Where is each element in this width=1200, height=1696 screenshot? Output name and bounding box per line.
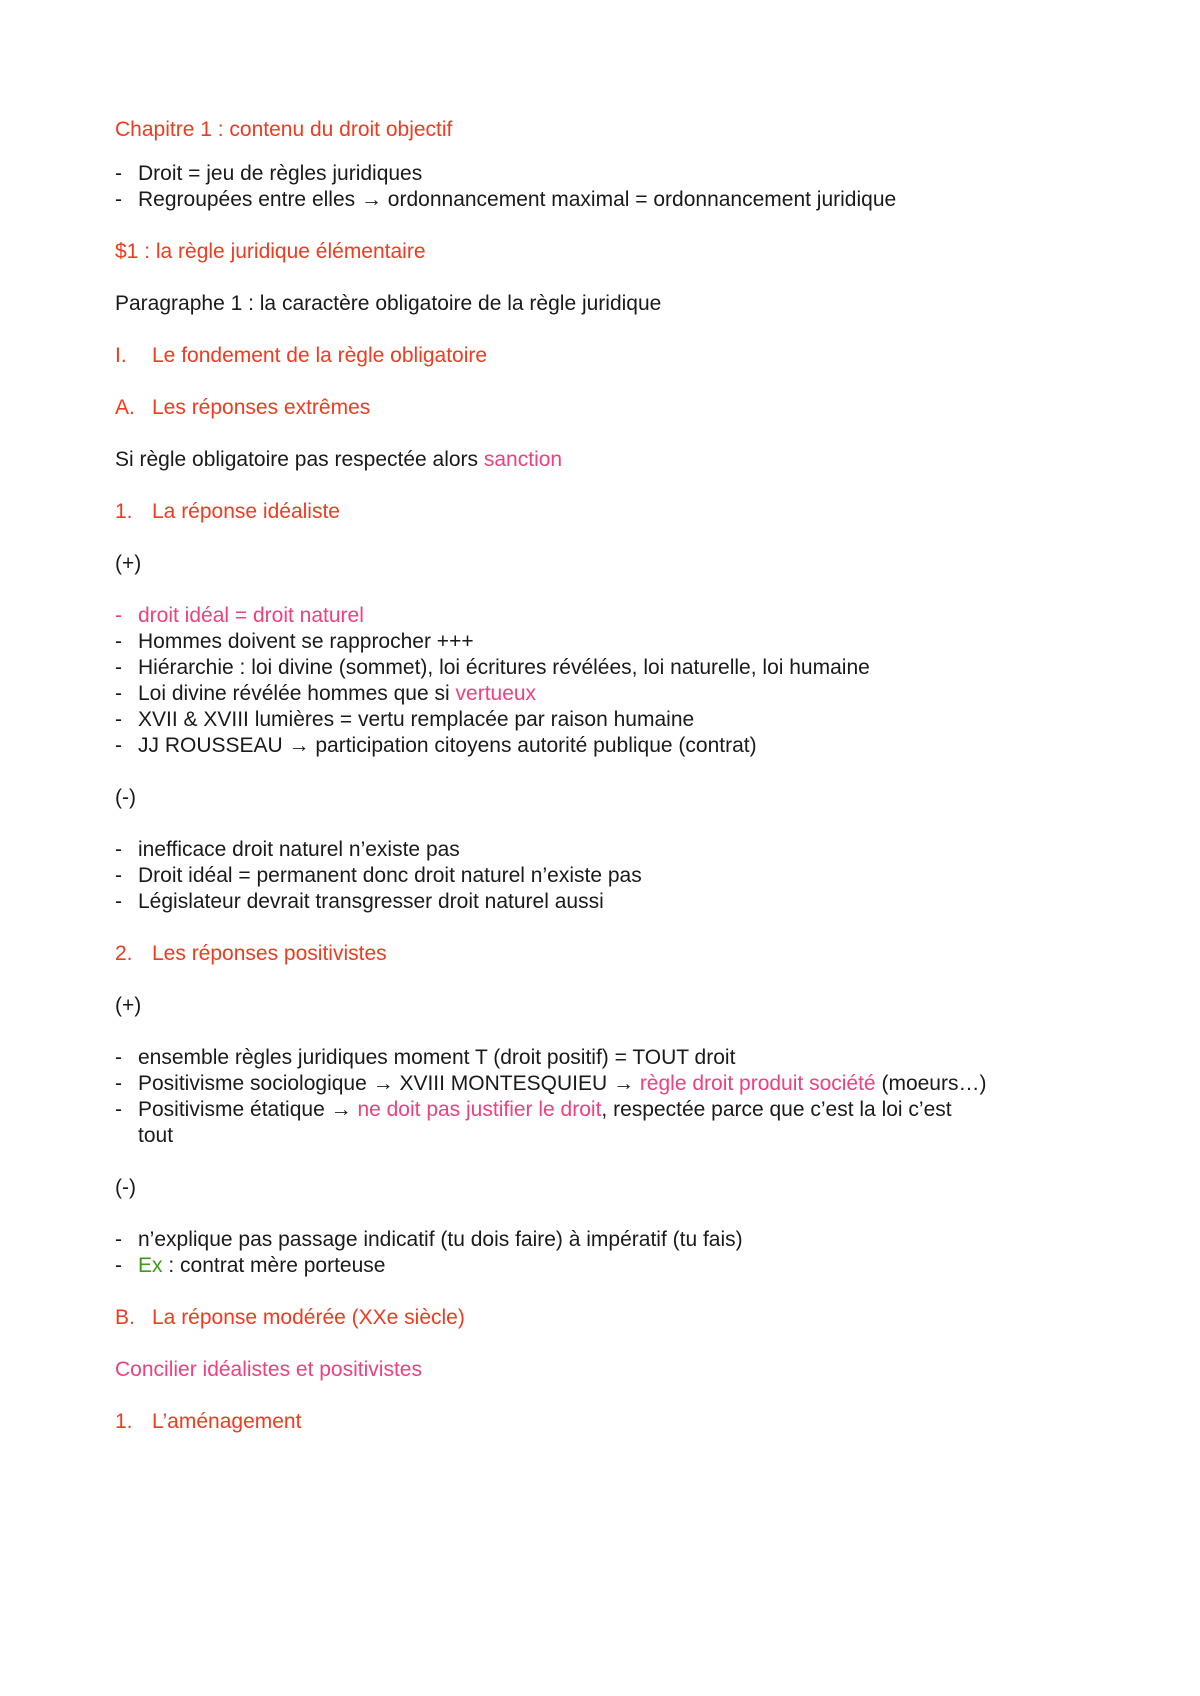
list-item [115, 1070, 1095, 1098]
list-item-text: n’explique pas passage indicatif (tu dois faire) à impératif (tu fais) [138, 1228, 743, 1251]
list-item-part: Positivisme étatique → [138, 1098, 358, 1121]
concilier-line: Concilier idéalistes et positivistes [115, 1358, 422, 1381]
bullet-dash: - [115, 162, 122, 185]
bullet-dash: - [115, 188, 122, 211]
section-heading: $1 : la règle juridique élémentaire [115, 240, 426, 263]
list-item-text [138, 1096, 952, 1124]
list-item [115, 628, 1095, 656]
list-item-text: droit idéal = droit naturel [138, 604, 364, 627]
paragraph-heading: Paragraphe 1 : la caractère obligatoire de la règle juridique [115, 292, 662, 315]
list-item-part: : contrat mère porteuse [162, 1254, 386, 1277]
bullet-dash: - [115, 864, 122, 887]
list-item [115, 706, 1095, 734]
list-item-text: ensemble règles juridiques moment T (droit positif) = TOUT droit [138, 1046, 736, 1069]
sociologique-highlight: règle droit produit société [639, 1072, 876, 1095]
list-item [115, 602, 1095, 630]
heading-number: B. [115, 1306, 135, 1329]
list-item-text [138, 680, 536, 708]
bullet-dash: - [115, 1072, 122, 1095]
bullet-dash: - [115, 838, 122, 861]
list-item-text: inefficace droit naturel n’existe pas [138, 838, 460, 861]
list-item-continuation [115, 1122, 1095, 1150]
heading-1-amenagement [115, 1408, 1095, 1436]
list-item [115, 862, 1095, 890]
list-item-text: Hiérarchie : loi divine (sommet), loi écritures révélées, loi naturelle, loi humaine [138, 656, 870, 679]
heading-A [115, 394, 1095, 422]
list-item-part: Loi divine révélée hommes que si [138, 682, 456, 705]
list-item-text: Législateur devrait transgresser droit naturel aussi [138, 890, 604, 913]
list-item-text: Droit = jeu de règles juridiques [138, 162, 423, 185]
list-item [115, 1226, 1095, 1254]
list-item-text: XVII & XVIII lumières = vertu remplacée par raison humaine [138, 708, 695, 731]
list-item-part: (moeurs…) [875, 1072, 987, 1095]
bullet-dash: - [115, 1098, 122, 1121]
list-item-text [138, 1252, 385, 1280]
plus-label: (+) [115, 994, 142, 1017]
bullet-dash: - [115, 682, 122, 705]
vertueux-highlight: vertueux [455, 682, 537, 705]
list-item [115, 186, 1095, 214]
list-item-text: Hommes doivent se rapprocher +++ [138, 630, 474, 653]
list-item [115, 680, 1095, 708]
heading-text: Les réponses extrêmes [152, 396, 371, 419]
sanction-highlight: sanction [483, 448, 563, 471]
heading-text: La réponse modérée (XXe siècle) [152, 1306, 465, 1329]
bullet-dash: - [115, 604, 122, 627]
list-item [115, 1096, 1095, 1124]
chapter-title: Chapitre 1 : contenu du droit objectif [115, 118, 453, 141]
list-item-text: tout [138, 1124, 174, 1147]
bullet-dash: - [115, 1046, 122, 1069]
bullet-dash: - [115, 890, 122, 913]
list-item [115, 1044, 1095, 1072]
heading-I [115, 342, 1095, 370]
heading-number: I. [115, 344, 127, 367]
heading-1-idealiste [115, 498, 1095, 526]
plus-label: (+) [115, 552, 142, 575]
minus-label: (-) [115, 786, 136, 809]
example-label: Ex [138, 1254, 163, 1277]
list-item [115, 732, 1095, 760]
list-item [115, 888, 1095, 916]
list-item-part: Positivisme sociologique → XVIII MONTESQUIEU → [138, 1072, 640, 1095]
bullet-dash: - [115, 1228, 122, 1251]
list-item-part: , respectée parce que c’est la loi c’est [601, 1098, 952, 1121]
sanction-text: Si règle obligatoire pas respectée alors [115, 448, 484, 471]
heading-text: La réponse idéaliste [152, 500, 340, 523]
list-item [115, 654, 1095, 682]
heading-text: L’aménagement [152, 1410, 302, 1433]
bullet-dash: - [115, 1254, 122, 1277]
heading-text: Les réponses positivistes [152, 942, 387, 965]
bullet-dash: - [115, 630, 122, 653]
list-item-text: JJ ROUSSEAU → participation citoyens autorité publique (contrat) [138, 734, 757, 757]
heading-B [115, 1304, 1095, 1332]
list-item-text: Droit idéal = permanent donc droit naturel n’existe pas [138, 864, 642, 887]
heading-number: A. [115, 396, 135, 419]
bullet-dash: - [115, 656, 122, 679]
heading-number: 1. [115, 1410, 133, 1433]
sanction-line [115, 446, 562, 474]
heading-number: 2. [115, 942, 133, 965]
heading-number: 1. [115, 500, 133, 523]
bullet-dash: - [115, 734, 122, 757]
list-item [115, 1252, 1095, 1280]
etatique-highlight: ne doit pas justifier le droit [357, 1098, 602, 1121]
list-item-text [138, 1070, 986, 1098]
bullet-dash: - [115, 708, 122, 731]
minus-label: (-) [115, 1176, 136, 1199]
heading-2-positivistes [115, 940, 1095, 968]
heading-text: Le fondement de la règle obligatoire [152, 344, 488, 367]
list-item [115, 836, 1095, 864]
list-item [115, 160, 1095, 188]
list-item-text: Regroupées entre elles → ordonnancement maximal = ordonnancement juridique [138, 188, 897, 211]
